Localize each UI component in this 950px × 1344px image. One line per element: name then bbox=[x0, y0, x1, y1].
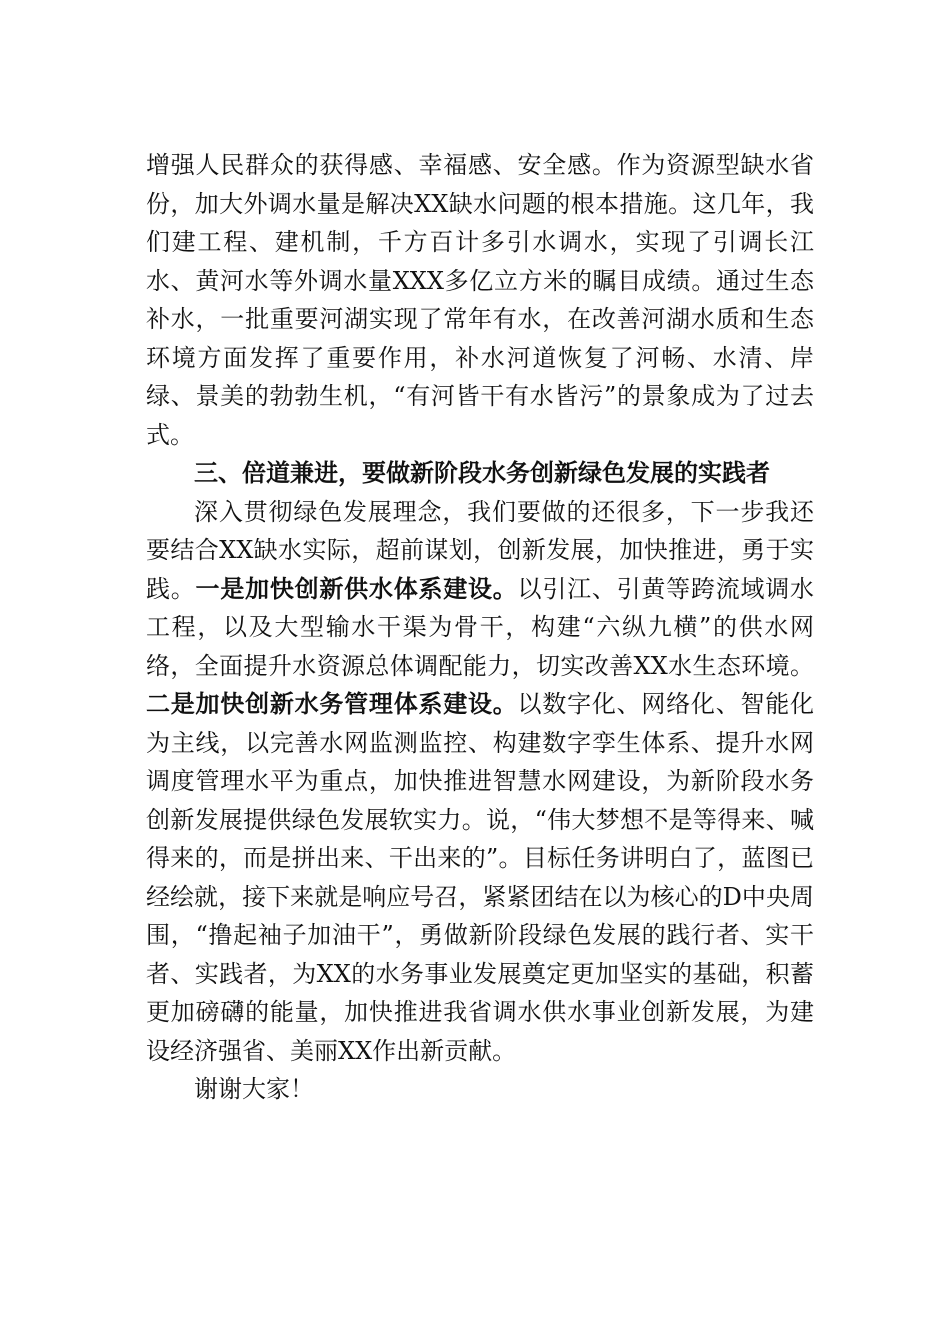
bold-key-point: 二是加快创新水务管理体系建设。 bbox=[146, 690, 518, 718]
body-paragraph bbox=[146, 493, 814, 1071]
paragraph-text: 以引江、引黄等跨流域调水工程，以及大型输水干渠为骨干，构建“六纵九横”的供水网络，全面提升水资源总体调配能力，切实改善XX水生态环境。 bbox=[146, 574, 815, 680]
closing-line: 谢谢大家！ bbox=[194, 1075, 314, 1103]
section-heading: 三、倍道兼进，要做新阶段水务创新绿色发展的实践者 bbox=[194, 459, 770, 487]
body-paragraph: 增强人民群众的获得感、幸福感、安全感。作为资源型缺水省份，加大外调水量是解决XX缺水问题的根本措施。这几年，我们建工程、建机制，千方百计多引水调水，实现了引调长江水、黄河水等外调水量XXX多亿立方米的瞩目成绩。通过生态补水，一批重要河湖实现了常年有水，在改善河湖水质和生态环境方面发挥了重要作用，补水河道恢复了河畅、水清、岸绿、景美的勃勃生机，“有河皆干有水皆污”的景象成为了过去式。 bbox=[146, 151, 814, 449]
paragraph-text: 以数字化、网络化、智能化为主线，以完善水网监测监控、构建数字孪生体系、提升水网调度管理水平为重点，加快推进智慧水网建设，为新阶段水务创新发展提供绿色发展软实力。说，“伟大梦想不是等得来、喊得来的，而是拼出来、干出来的”。目标任务讲明白了，蓝图已经绘就，接下来就是响应号召，紧紧团结在以为核心的D中央周围，“撸起袖子加油干”，勇做新阶段绿色发展的践行者、实干者、实践者，为XX的水务事业发展奠定更加坚实的基础，积蓄更加磅礴的能量，加快推进我省调水供水事业创新发展，为建设经济强省、美丽XX作出新贡献。 bbox=[146, 690, 815, 1065]
document-body bbox=[146, 146, 814, 1109]
bold-key-point: 一是加快创新供水体系建设。 bbox=[195, 574, 518, 603]
paragraph-text: 深入贯彻绿色发展理念，我们要做的还很多，下一步我还要结合XX缺水实际，超前谋划，创新发展，加快推进，勇于实践。 bbox=[146, 497, 814, 603]
